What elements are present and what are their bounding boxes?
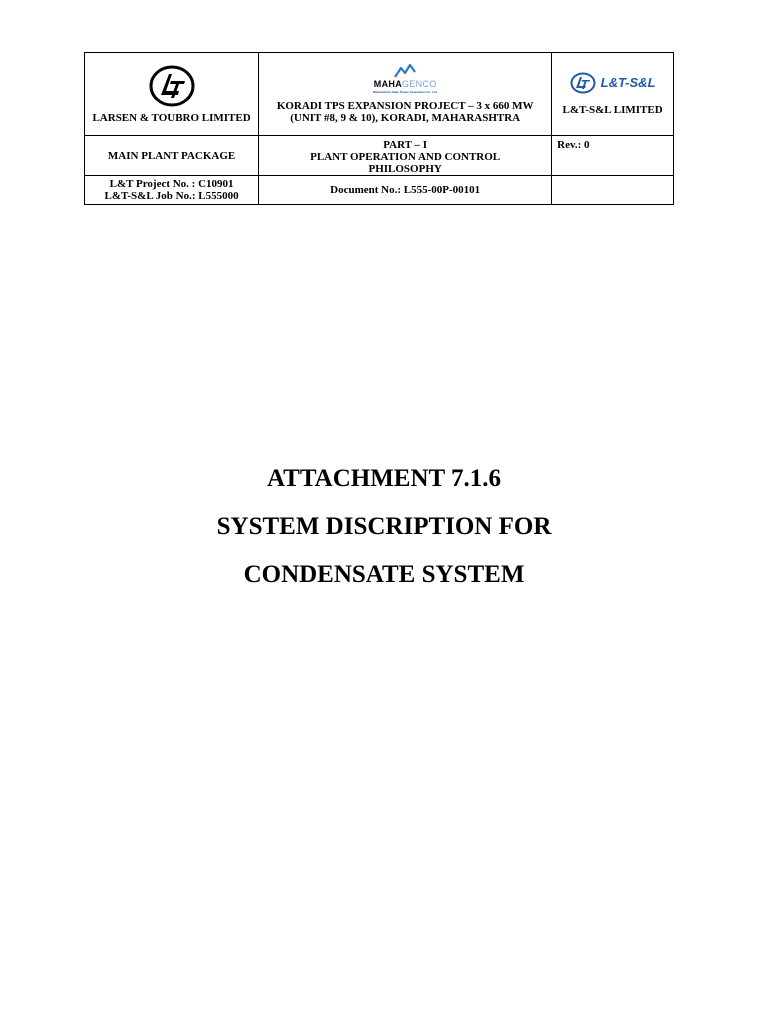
header-cell-empty [552, 176, 674, 205]
mahagenco-logo [263, 64, 547, 94]
package-name: MAIN PLANT PACKAGE [107, 149, 236, 162]
part-title-line2: PHILOSOPHY [368, 163, 442, 175]
title-line2: SYSTEM DISCRIPTION FOR [216, 513, 552, 540]
header-cell-company-right [552, 53, 674, 136]
mahagenco-logo-icon [394, 64, 416, 78]
lts-logo-text: L&T-S&L [600, 75, 656, 90]
company-left-name: LARSEN & TOUBRO LIMITED [92, 111, 251, 124]
project-number: L&T Project No. : C10901 [109, 178, 234, 190]
job-number: L&T-S&L Job No.: L555000 [104, 190, 239, 202]
company-right-name: L&T-S&L LIMITED [562, 104, 663, 116]
lt-logo-icon [149, 65, 195, 107]
genco-text: GENCO [402, 79, 437, 89]
header-cell-revision [552, 136, 674, 176]
header-cell-document-no [259, 176, 552, 205]
document-title [0, 455, 768, 599]
header-cell-part [259, 136, 552, 176]
document-number: Document No.: L555-00P-00101 [330, 184, 481, 196]
header-cell-package [85, 136, 259, 176]
title-line1: ATTACHMENT 7.1.6 [266, 465, 502, 492]
document-header-table [84, 52, 674, 205]
lts-logo [556, 72, 669, 94]
project-title-line1: KORADI TPS EXPANSION PROJECT – 3 x 660 MW [276, 100, 534, 112]
maha-text: MAHA [373, 79, 402, 89]
mahagenco-subtext: Maharashtra State Power Generation Co. Ltd. [372, 90, 438, 94]
header-cell-project-numbers [85, 176, 259, 205]
title-line3: CONDENSATE SYSTEM [243, 561, 525, 588]
part-title-line1: PLANT OPERATION AND CONTROL [310, 151, 501, 163]
header-cell-company-left [85, 53, 259, 136]
revision-label: Rev.: 0 [557, 139, 590, 151]
header-cell-project [259, 53, 552, 136]
lts-logo-icon [570, 72, 596, 94]
project-title-line2: (UNIT #8, 9 & 10), KORADI, MAHARASHTRA [290, 112, 521, 124]
part-label: PART – I [383, 139, 428, 151]
